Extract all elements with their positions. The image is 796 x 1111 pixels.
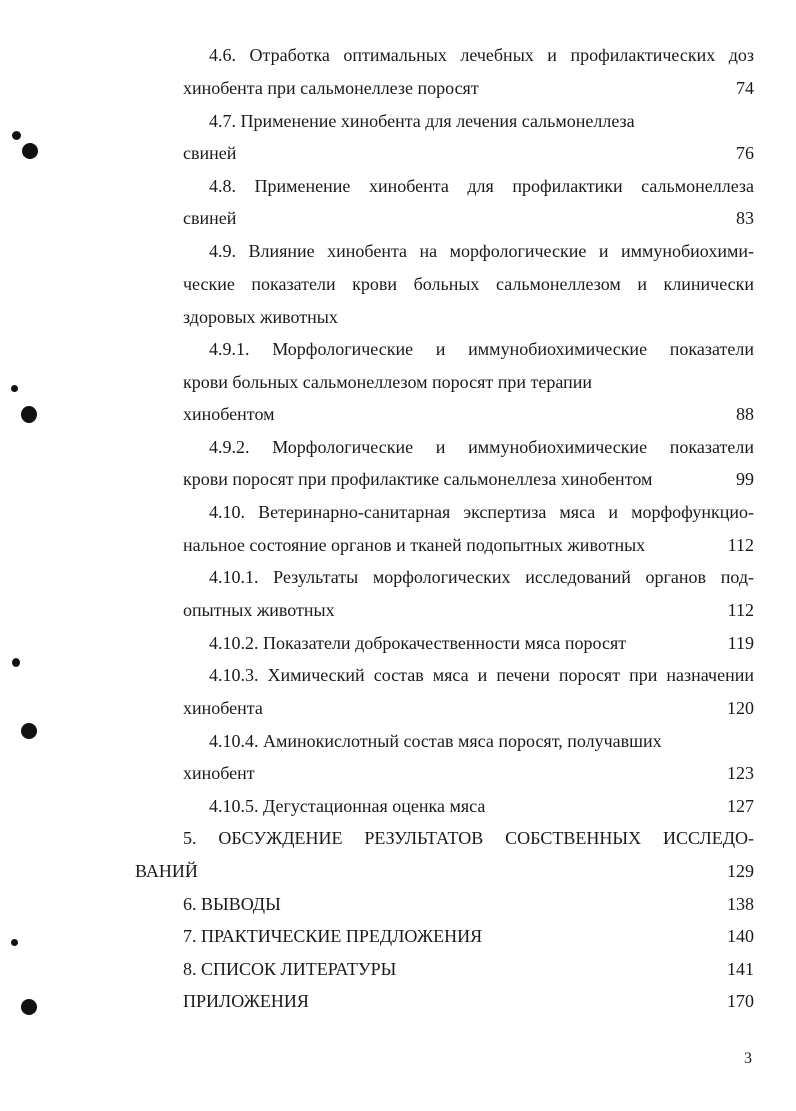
scan-speck (11, 939, 18, 946)
toc-line: 4.10.5. Дегустационная оценка мяса (209, 796, 486, 816)
toc-page-number: 88 (736, 404, 754, 424)
toc-line: опытных животных (183, 600, 335, 620)
scan-speck (12, 131, 21, 140)
toc-line: 7. ПРАКТИЧЕСКИЕ ПРЕДЛОЖЕНИЯ (183, 926, 483, 946)
toc-line: 4.8. Применение хинобента для профилактики сальмонеллеза (209, 176, 754, 196)
toc-page-number: 112 (727, 535, 754, 555)
toc-line: крови поросят при профилактике сальмонеллеза хинобентом (183, 469, 653, 489)
toc-line: 4.9.1. Морфологические и иммунобиохимические показатели (209, 339, 754, 359)
toc-line: хинобентом (183, 404, 275, 424)
toc-page-number: 99 (736, 469, 754, 489)
toc-line: 5. ОБСУЖДЕНИЕ РЕЗУЛЬТАТОВ СОБСТВЕННЫХ ИССЛЕДО- (183, 828, 754, 848)
toc-line: нальное состояние органов и тканей подопытных животных (183, 535, 646, 555)
toc-page-number: 112 (727, 600, 754, 620)
toc-page-number: 83 (736, 208, 754, 228)
toc-line: 4.7. Применение хинобента для лечения сальмонеллеза (209, 111, 635, 131)
toc-line: 4.10.2. Показатели доброкачественности мяса поросят (209, 633, 627, 653)
toc-line: 4.10.4. Аминокислотный состав мяса поросят, получавших (209, 731, 662, 751)
toc-line: 8. СПИСОК ЛИТЕРАТУРЫ (183, 959, 397, 979)
toc-page-number: 119 (727, 633, 754, 653)
toc-line: свиней (183, 208, 237, 228)
toc-page-number: 140 (727, 926, 754, 946)
toc-line: 4.9.2. Морфологические и иммунобиохимические показатели (209, 437, 754, 457)
punch-hole (21, 723, 37, 739)
toc-page-number: 129 (727, 861, 754, 881)
toc-page-number: 120 (727, 698, 754, 718)
toc-page-number: 74 (736, 78, 754, 98)
toc-line: крови больных сальмонеллезом поросят при терапии (183, 372, 592, 392)
punch-hole (21, 999, 37, 1015)
toc-line: хинобент (183, 763, 255, 783)
toc-line: ВАНИЙ (135, 861, 198, 881)
toc-page-number: 127 (727, 796, 754, 816)
toc-line: ческие показатели крови больных сальмонеллезом и клинически (183, 274, 754, 294)
scan-speck (11, 385, 18, 392)
toc-line: свиней (183, 143, 237, 163)
toc-line: здоровых животных (183, 307, 338, 327)
toc-line: хинобента (183, 698, 263, 718)
punch-hole (22, 143, 38, 159)
toc-page-number: 76 (736, 143, 754, 163)
toc-line: хинобента при сальмонеллезе поросят (183, 78, 479, 98)
toc-line: ПРИЛОЖЕНИЯ (183, 991, 309, 1011)
punch-hole (21, 406, 37, 423)
scan-speck (12, 658, 20, 667)
toc-line: 4.10. Ветеринарно-санитарная экспертиза мяса и морфофункцио- (209, 502, 754, 522)
toc-line: 4.6. Отработка оптимальных лечебных и профилактических доз (209, 45, 754, 65)
toc-page-number: 123 (727, 763, 754, 783)
toc-line: 6. ВЫВОДЫ (183, 894, 281, 914)
toc-line: 4.10.1. Результаты морфологических исследований органов под- (209, 567, 754, 587)
toc-page-number: 138 (727, 894, 754, 914)
toc-line: 4.9. Влияние хинобента на морфологические и иммунобиохими- (209, 241, 754, 261)
toc-line: 4.10.3. Химический состав мяса и печени поросят при назначении (209, 665, 754, 685)
page-number: 3 (744, 1050, 752, 1067)
toc-page-number: 141 (727, 959, 754, 979)
toc-page-number: 170 (727, 991, 754, 1011)
